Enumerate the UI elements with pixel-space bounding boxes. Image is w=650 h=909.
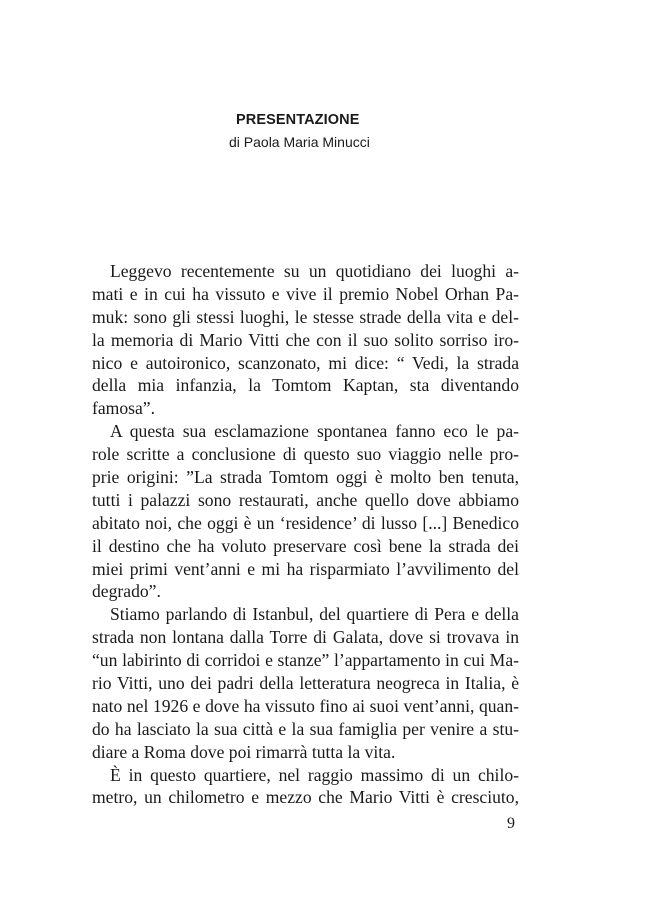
text-line: degrado”. [92,581,161,602]
body-text [92,260,519,809]
text-line: È in questo quartiere, nel raggio massimo di un chilo- [110,764,519,785]
text-line: miei primi vent’anni e mi ha risparmiato l’avvilimento del [92,558,519,579]
text-line: A questa sua esclamazione spontanea fanno eco le pa- [110,421,519,442]
text-line: nato nel 1926 e dove ha vissuto fino ai suoi vent’anni, quan- [92,695,519,716]
text-line: nico e autoironico, scanzonato, mi dice: “ Vedi, la strada [92,352,519,373]
author-byline: di Paola Maria Minucci [229,134,370,150]
text-line: strada non lontana dalla Torre di Galata, dove si trovava in [92,627,519,648]
text-line: mati e in cui ha vissuto e vive il premio Nobel Orhan Pa- [92,283,519,304]
text-line: abitato noi, che oggi è un ‘residence’ di lusso [...] Benedico [92,512,519,533]
text-line: muk: sono gli stessi luoghi, le stesse strade della vita e del- [92,306,519,327]
page-number: 9 [507,815,515,832]
text-line: role scritte a conclusione di questo suo viaggio nelle pro- [92,444,519,465]
section-title: PRESENTAZIONE [236,112,360,128]
text-line: diare a Roma dove poi rimarrà tutta la vita. [92,741,396,762]
text-line: il destino che ha voluto preservare così bene la strada dei [92,535,519,556]
text-line: metro, un chilometro e mezzo che Mario Vitti è cresciuto, [92,787,519,808]
text-line: famosa”. [92,398,156,419]
text-line: Stiamo parlando di Istanbul, del quartiere di Pera e della [110,604,519,625]
text-line: rio Vitti, uno dei padri della letteratura neogreca in Italia, è [92,673,519,694]
text-line: tutti i palazzi sono restaurati, anche quello dove abbiamo [92,489,519,510]
text-line: della mia infanzia, la Tomtom Kaptan, sta diventando [92,375,519,396]
text-line: do ha lasciato la sua città e la sua famiglia per venire a stu- [92,718,519,739]
text-line: la memoria di Mario Vitti che con il suo solito sorriso iro- [92,329,519,350]
text-line: Leggevo recentemente su un quotidiano dei luoghi a- [110,261,519,281]
text-line: prie origini: ”La strada Tomtom oggi è molto ben tenuta, [92,467,519,488]
text-line: “un labirinto di corridoi e stanze” l’appartamento in cui Ma- [92,650,519,671]
